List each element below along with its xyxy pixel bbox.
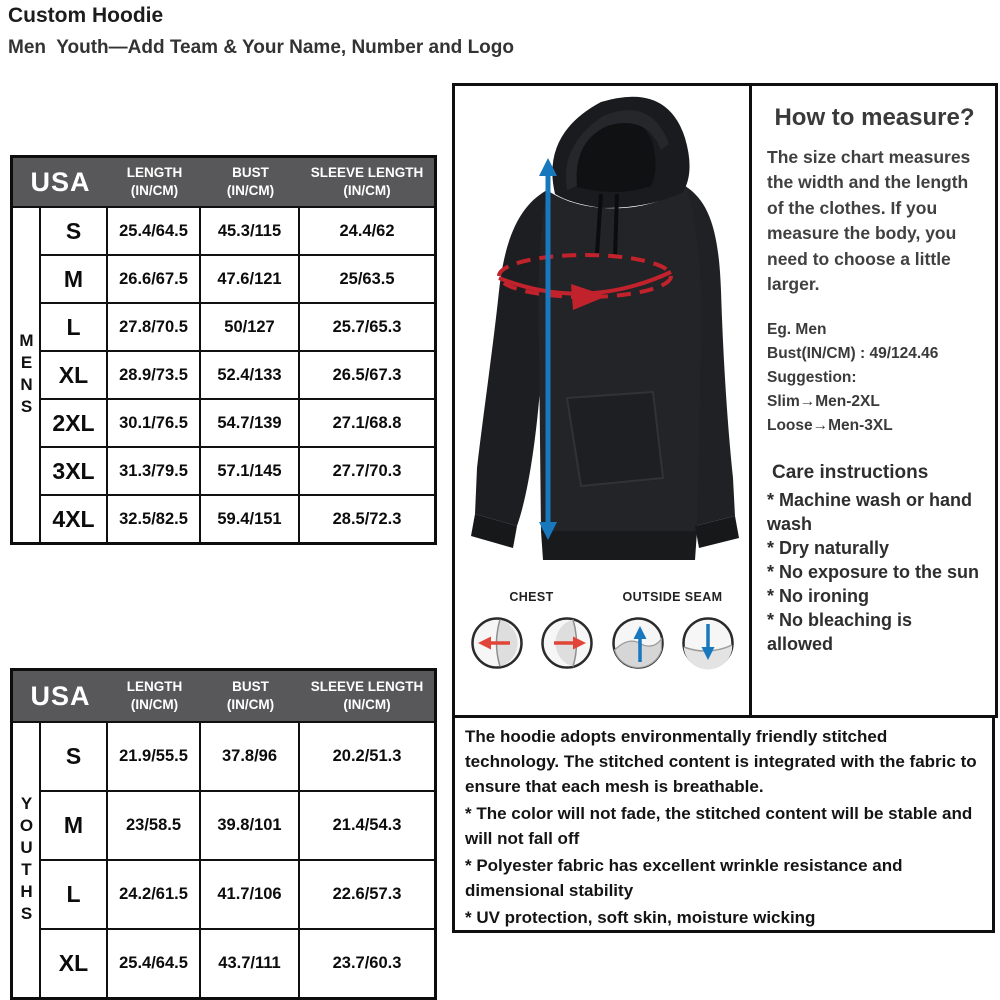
sleeve-cell: 27.7/70.3: [332, 461, 402, 480]
sleeve-column-header: [300, 164, 434, 199]
chest-measure-group: [470, 590, 594, 670]
size-cell: L: [41, 861, 108, 928]
length-label: LENGTH: [126, 679, 183, 695]
example-line: Loose→Men-3XL: [767, 417, 893, 435]
table-row: [41, 254, 434, 302]
table-row: [41, 928, 434, 997]
size-cell: M: [41, 256, 108, 302]
example-line: Bust(IN/CM) : 49/124.46: [767, 345, 939, 363]
length-cell: 31.3/79.5: [108, 448, 201, 494]
care-item: * Dry naturally: [767, 538, 890, 559]
sleeve-unit: (IN/CM): [343, 697, 391, 712]
bust-cell: 43.7/111: [201, 930, 300, 997]
youths-table-header: [13, 671, 434, 723]
length-cell: 21.9/55.5: [108, 723, 201, 790]
description-paragraph: * UV protection, soft skin, moisture wicking: [465, 907, 816, 927]
sleeve-cell: 20.2/51.3: [332, 747, 402, 765]
outside-seam-icons: [611, 616, 735, 670]
chest-width-right-icon: [540, 616, 594, 670]
bust-unit: (IN/CM): [226, 183, 275, 198]
care-item: * No exposure to the sun: [767, 562, 980, 583]
bust-cell: 47.6/121: [201, 256, 300, 302]
how-to-measure-panel: [752, 86, 995, 715]
how-to-measure-body: The size chart measures the width and the length of the clothes. If you measure the body, you need to choose a little larger.: [767, 147, 971, 294]
sleeve-label: SLEEVE LENGTH: [310, 679, 424, 695]
length-unit: (IN/CM): [130, 183, 179, 198]
bust-cell: 39.8/101: [201, 792, 300, 859]
bust-cell: 52.4/133: [201, 352, 300, 398]
mens-group-label: MENS: [17, 331, 36, 419]
bust-cell: 57.1/145: [201, 448, 300, 494]
page-title: Custom Hoodie: [8, 4, 164, 27]
sleeve-cell: 27.1/68.8: [332, 413, 402, 432]
length-cell: 24.2/61.5: [108, 861, 201, 928]
table-row: [41, 302, 434, 350]
length-cell: 23/58.5: [108, 792, 201, 859]
table-row: [41, 398, 434, 446]
hoodie-product-image: [455, 86, 749, 586]
page-subtitle: Men Youth—Add Team & Your Name, Number and Logo: [8, 37, 514, 58]
bust-label: BUST: [232, 679, 269, 695]
length-cell: 27.8/70.5: [108, 304, 201, 350]
length-cell: 28.9/73.5: [108, 352, 201, 398]
example-line: Eg. Men: [767, 321, 827, 339]
outside-seam-label: OUTSIDE SEAM: [622, 590, 723, 604]
sleeve-cell: 26.5/67.3: [332, 365, 402, 384]
mens-size-table: [10, 155, 437, 545]
bust-cell: 45.3/115: [201, 208, 300, 254]
size-cell: 4XL: [41, 496, 108, 542]
youths-group-label: YOUTHS: [17, 794, 36, 926]
care-item: * Machine wash or hand wash: [767, 490, 973, 535]
bust-cell: 37.8/96: [201, 723, 300, 790]
size-cell: L: [41, 304, 108, 350]
bust-column-header: [201, 678, 300, 713]
size-cell: 3XL: [41, 448, 108, 494]
care-item: * No ironing: [767, 586, 869, 607]
table-row: [41, 208, 434, 254]
mens-group-cell: [13, 208, 41, 542]
sleeve-cell: 21.4/54.3: [332, 816, 402, 834]
sizing-example: [767, 318, 982, 438]
youths-table-body: [13, 723, 434, 997]
sleeve-unit: (IN/CM): [343, 183, 391, 198]
table-row: [41, 723, 434, 790]
how-to-measure-heading: How to measure?: [774, 104, 975, 131]
mens-rows: [41, 208, 434, 542]
length-cell: 30.1/76.5: [108, 400, 201, 446]
sleeve-cell: 25/63.5: [339, 269, 395, 288]
size-cell: 2XL: [41, 400, 108, 446]
mens-table-header: [13, 158, 434, 208]
measure-panels: [452, 83, 998, 718]
youths-size-table: [10, 668, 437, 1000]
care-item: * No bleaching is allowed: [767, 610, 913, 654]
youths-rows: [41, 723, 434, 997]
length-cell: 26.6/67.5: [108, 256, 201, 302]
mens-table-body: [13, 208, 434, 542]
description-paragraph: * Polyester fabric has excellent wrinkle resistance and dimensional stability: [465, 855, 903, 900]
length-cell: 25.4/64.5: [108, 208, 201, 254]
seam-down-arrow-icon: [681, 616, 735, 670]
table-row: [41, 350, 434, 398]
bust-column-header: [201, 164, 300, 199]
chest-width-left-icon: [470, 616, 524, 670]
table-row: [41, 859, 434, 928]
table-row: [41, 790, 434, 859]
length-cell: 25.4/64.5: [108, 930, 201, 997]
bust-cell: 54.7/139: [201, 400, 300, 446]
example-line: Slim→Men-2XL: [767, 393, 880, 411]
sleeve-cell: 22.6/57.3: [332, 885, 402, 903]
care-heading: Care instructions: [772, 462, 929, 484]
usa-column-header: USA: [30, 166, 91, 197]
chest-label: CHEST: [509, 590, 554, 604]
bust-unit: (IN/CM): [226, 697, 275, 712]
bust-cell: 41.7/106: [201, 861, 300, 928]
sleeve-cell: 28.5/72.3: [332, 509, 402, 528]
sleeve-label: SLEEVE LENGTH: [310, 165, 424, 181]
length-cell: 32.5/82.5: [108, 496, 201, 542]
chest-icons: [470, 616, 594, 670]
usa-column-header: USA: [30, 680, 91, 711]
sleeve-cell: 24.4/62: [339, 221, 395, 240]
table-row: [41, 446, 434, 494]
example-line: Suggestion:: [767, 369, 857, 387]
size-cell: S: [41, 723, 108, 790]
sleeve-cell: 25.7/65.3: [332, 317, 402, 336]
length-column-header: [108, 164, 201, 199]
size-cell: XL: [41, 352, 108, 398]
table-row: [41, 494, 434, 542]
hoodie-image-panel: [455, 86, 752, 715]
size-cell: XL: [41, 930, 108, 997]
youths-group-cell: [13, 723, 41, 997]
outside-seam-measure-group: [611, 590, 735, 670]
length-label: LENGTH: [126, 165, 183, 181]
seam-up-arrow-icon: [611, 616, 665, 670]
product-description-box: [452, 715, 995, 933]
description-paragraph: The hoodie adopts environmentally friendly stitched technology. The stitched content is integrated with the fabric to ensure that each mesh is breathable.: [465, 727, 977, 796]
size-cell: S: [41, 208, 108, 254]
bust-cell: 59.4/151: [201, 496, 300, 542]
sleeve-cell: 23.7/60.3: [332, 954, 402, 972]
length-unit: (IN/CM): [130, 697, 179, 712]
size-cell: M: [41, 792, 108, 859]
description-paragraph: * The color will not fade, the stitched content will be stable and will not fall off: [465, 803, 973, 848]
bust-cell: 50/127: [201, 304, 300, 350]
bust-label: BUST: [232, 165, 269, 181]
measure-icons-row: [455, 586, 749, 670]
length-column-header: [108, 678, 201, 713]
care-instructions: [767, 462, 982, 657]
sleeve-column-header: [300, 678, 434, 713]
